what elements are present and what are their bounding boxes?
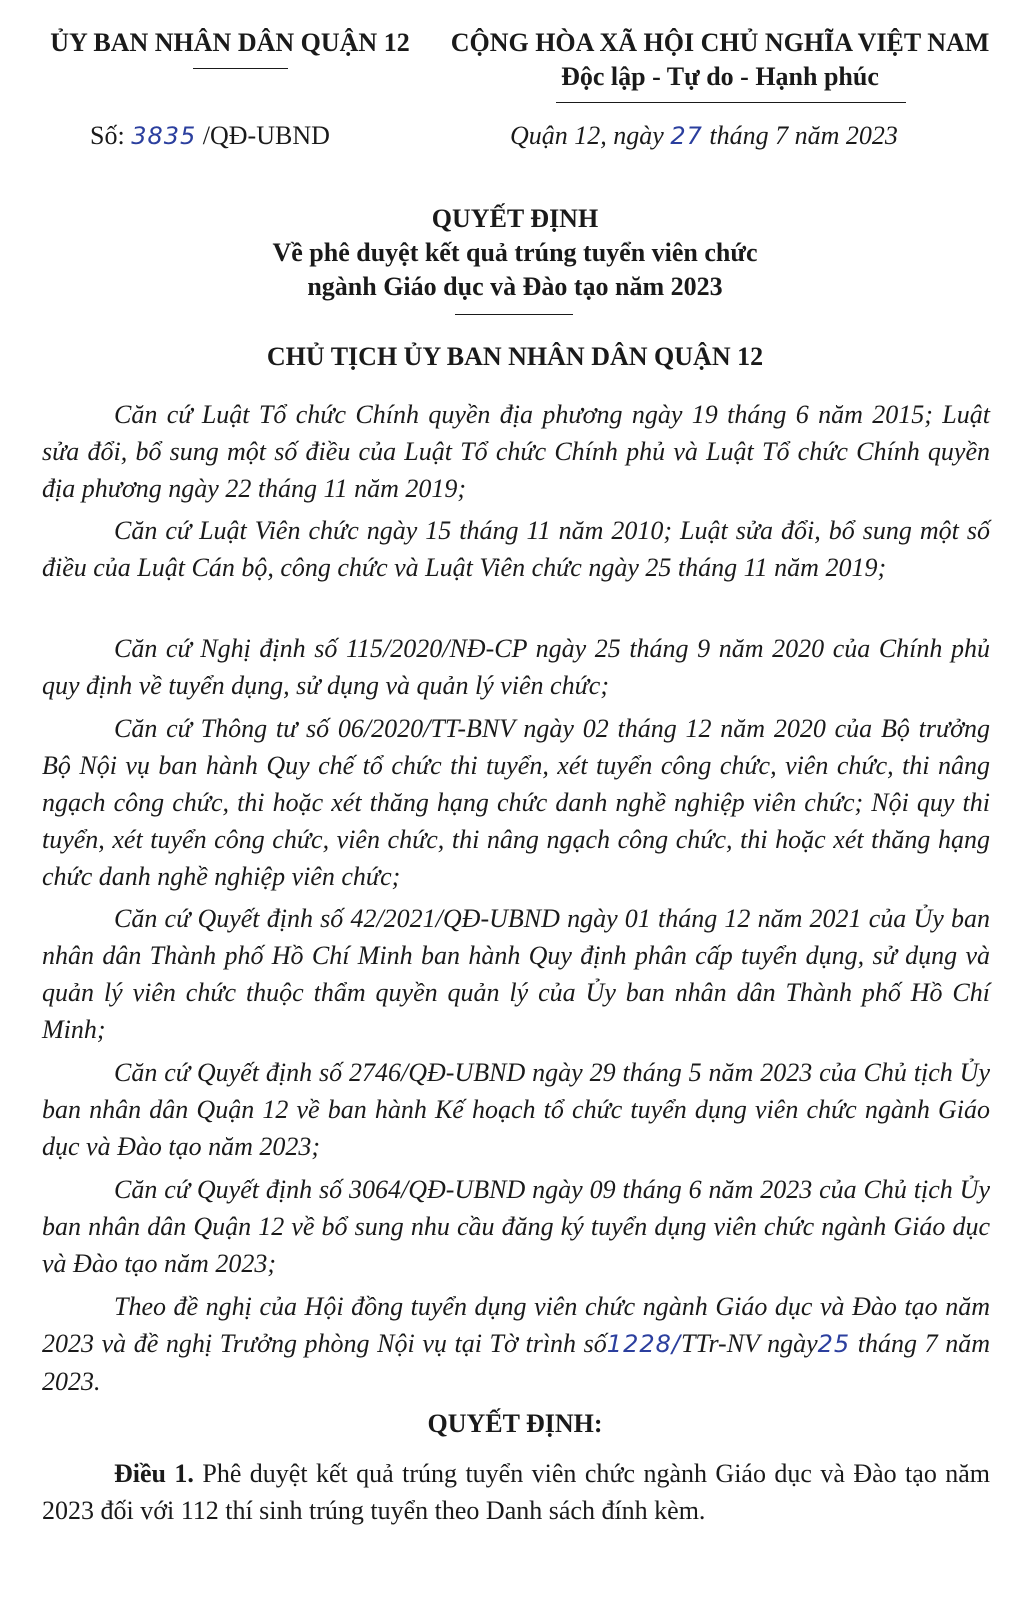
legal-basis-paragraph: Căn cứ Nghị định số 115/2020/NĐ-CP ngày 25 tháng 9 năm 2020 của Chính phủ quy định về tuyển dụng, sử dụng và quản lý viên chức;: [42, 634, 990, 700]
motto-underline: [556, 102, 906, 103]
national-motto: Độc lập - Tự do - Hạnh phúc: [561, 62, 879, 91]
handwritten-number: 3835: [131, 122, 197, 150]
article-1-text: Phê duyệt kết quả trúng tuyển viên chức ngành Giáo dục và Đào tạo năm 2023 đối với 112 thí sinh trúng tuyển theo Danh sách đính kèm.: [42, 1459, 991, 1525]
national-header: [430, 26, 1010, 94]
proposal-paragraph: [42, 1288, 990, 1400]
article-1: [42, 1455, 990, 1529]
issuing-agency: [40, 26, 420, 60]
article-1-label: Điều 1.: [114, 1459, 194, 1488]
title-underline: [455, 314, 573, 315]
date-prefix: Quận 12, ngày: [510, 121, 664, 150]
agency-name: ỦY BAN NHÂN DÂN QUẬN 12: [50, 28, 410, 57]
legal-basis-paragraph: Căn cứ Quyết định số 42/2021/QĐ-UBND ngày 01 tháng 12 năm 2021 của Ủy ban nhân dân Thành phố Hồ Chí Minh ban hành Quy định phân cấp tuyển dụng, sử dụng và quản lý viên chức thuộc thẩm quyền quản lý của Ủy ban nhân dân Thành phố Hồ Chí Minh;: [42, 904, 990, 1044]
document-subject-line-2: ngành Giáo dục và Đào tạo năm 2023: [307, 272, 723, 301]
document-number: [90, 118, 330, 154]
decision-heading: QUYẾT ĐỊNH:: [427, 1409, 603, 1438]
legal-basis-paragraph: Căn cứ Quyết định số 2746/QĐ-UBND ngày 29 tháng 5 năm 2023 của Chủ tịch Ủy ban nhân dân Quận 12 về ban hành Kế hoạch tổ chức tuyển dụng viên chức ngành Giáo dục và Đào tạo năm 2023;: [42, 1058, 990, 1161]
handwritten-submission-day: 25: [817, 1330, 851, 1358]
handwritten-day: 27: [670, 122, 703, 150]
document-subject-line-1: Về phê duyệt kết quả trúng tuyển viên chức: [272, 238, 758, 267]
proposal-mid: TTr-NV ngày: [680, 1329, 818, 1358]
legal-basis-paragraph: Căn cứ Quyết định số 3064/QĐ-UBND ngày 09 tháng 6 năm 2023 của Chủ tịch Ủy ban nhân dân Quận 12 về bổ sung nhu cầu đăng ký tuyển dụng viên chức ngành Giáo dục và Đào tạo năm 2023;: [42, 1175, 990, 1278]
document-title: QUYẾT ĐỊNH: [431, 204, 599, 233]
proposal-tail: tháng 7 năm 2023.: [42, 1329, 991, 1396]
legal-basis-paragraph: Căn cứ Luật Viên chức ngày 15 tháng 11 năm 2010; Luật sửa đổi, bổ sung một số điều của Luật Cán bộ, công chức và Luật Viên chức ngày 25 tháng 11 năm 2019;: [42, 516, 990, 582]
number-prefix: Số:: [90, 121, 125, 150]
document-date: [510, 118, 898, 154]
number-suffix: /QĐ-UBND: [202, 121, 330, 150]
legal-basis-paragraph: Căn cứ Thông tư số 06/2020/TT-BNV ngày 02 tháng 12 năm 2020 của Bộ trưởng Bộ Nội vụ ban hành Quy chế tổ chức thi tuyển, xét tuyển công chức, viên chức, thi nâng ngạch công chức, thi hoặc xét thăng hạng chức danh nghề nghiệp viên chức; Nội quy thi tuyển, xét tuyển công chức, viên chức, thi nâng ngạch công chức, thi hoặc xét thăng hạng chức danh nghề nghiệp viên chức;: [42, 714, 990, 891]
issuing-authority: CHỦ TỊCH ỦY BAN NHÂN DÂN QUẬN 12: [266, 342, 764, 371]
date-suffix: tháng 7 năm 2023: [709, 121, 898, 150]
proposal-lead: Theo đề nghị của Hội đồng tuyển dụng viên chức ngành Giáo dục và Đào tạo năm 2023 và đề nghị Trưởng phòng Nội vụ tại Tờ trình số: [42, 1292, 990, 1358]
legal-basis-paragraph: Căn cứ Luật Tổ chức Chính quyền địa phương ngày 19 tháng 6 năm 2015; Luật sửa đổi, bổ sung một số điều của Luật Tổ chức Chính phủ và Luật Tổ chức Chính quyền địa phương ngày 22 tháng 11 năm 2019;: [42, 400, 990, 503]
agency-underline: [193, 68, 288, 69]
country-name: CỘNG HÒA XÃ HỘI CHỦ NGHĨA VIỆT NAM: [450, 28, 990, 57]
handwritten-submission-number: 1228/: [606, 1330, 681, 1358]
